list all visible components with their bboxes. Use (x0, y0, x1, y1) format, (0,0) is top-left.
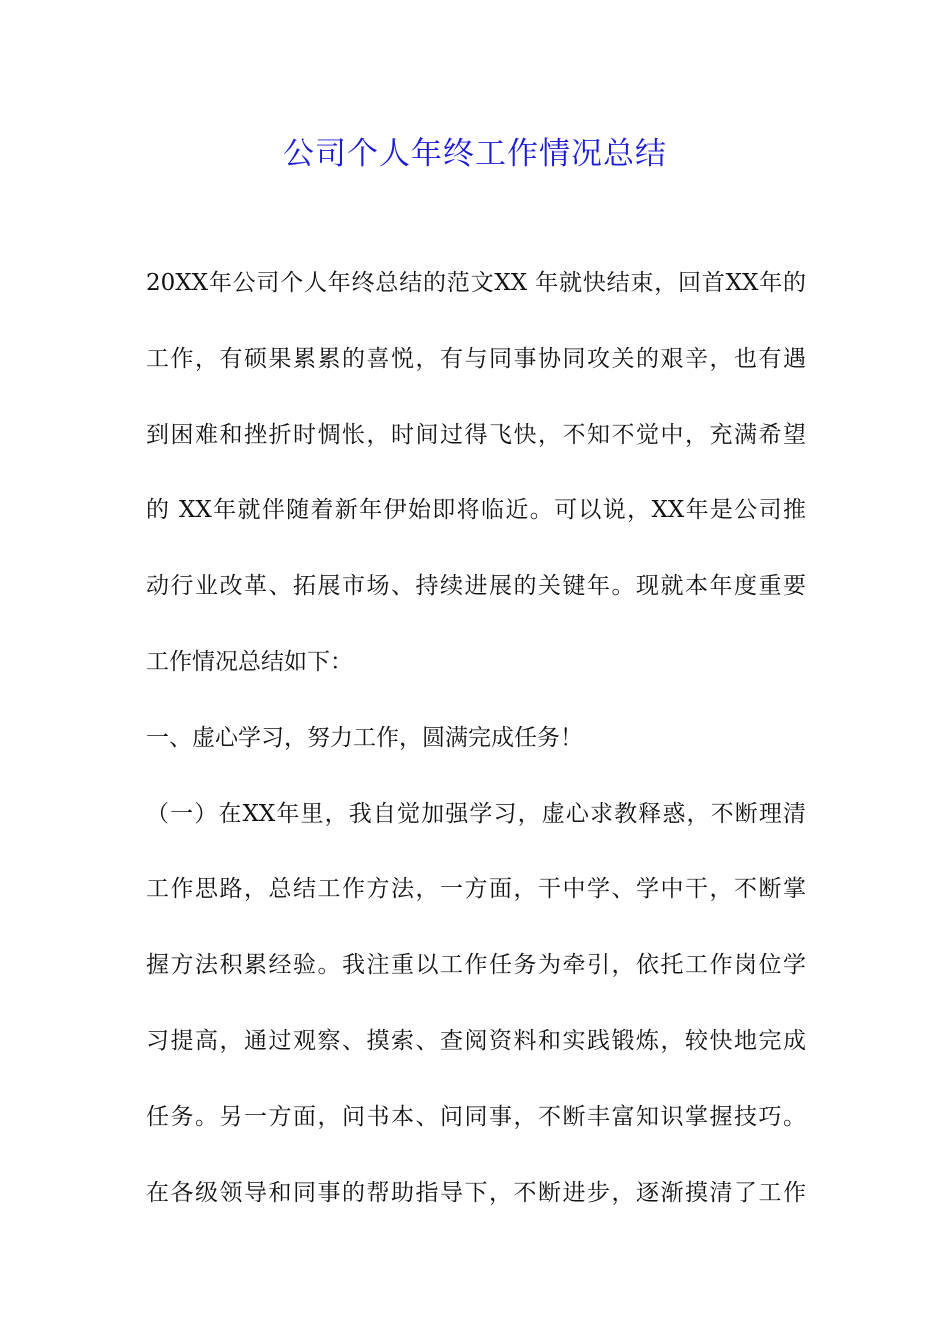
body-line: 在各级领导和同事的帮助指导下，不断进步，逐渐摸清了工作 (146, 1179, 806, 1206)
document-title: 公司个人年终工作情况总结 (283, 136, 667, 172)
body-line: 20XX年公司个人年终总结的范文XX 年就快结束，回首XX年的 (146, 270, 806, 296)
document-body (146, 258, 806, 1243)
body-line: 握方法积累经验。我注重以工作任务为牵引，依托工作岗位学 (146, 952, 806, 979)
body-line: 任务。另一方面，问书本、问同事，不断丰富知识掌握技巧。 (146, 1103, 806, 1130)
body-line: 工作情况总结如下： (146, 648, 353, 675)
body-line: 工作思路，总结工作方法，一方面，干中学、学中干，不断掌 (146, 876, 806, 903)
body-line: （一）在XX年里，我自觉加强学习，虚心求教释惑，不断理清 (146, 800, 806, 827)
body-line: 习提高，通过观察、摸索、查阅资料和实践锻炼，较快地完成 (146, 1027, 806, 1054)
section-heading: 一、虚心学习，努力工作，圆满完成任务！ (146, 724, 583, 751)
body-line: 动行业改革、拓展市场、持续进展的关键年。现就本年度重要 (146, 573, 806, 600)
body-line: 到困难和挫折时惆怅，时间过得飞快，不知不觉中，充满希望 (146, 421, 806, 448)
body-line: 的 XX年就伴随着新年伊始即将临近。可以说，XX年是公司推 (146, 497, 806, 524)
body-line: 工作，有硕果累累的喜悦，有与同事协同攻关的艰辛，也有遇 (146, 345, 806, 372)
